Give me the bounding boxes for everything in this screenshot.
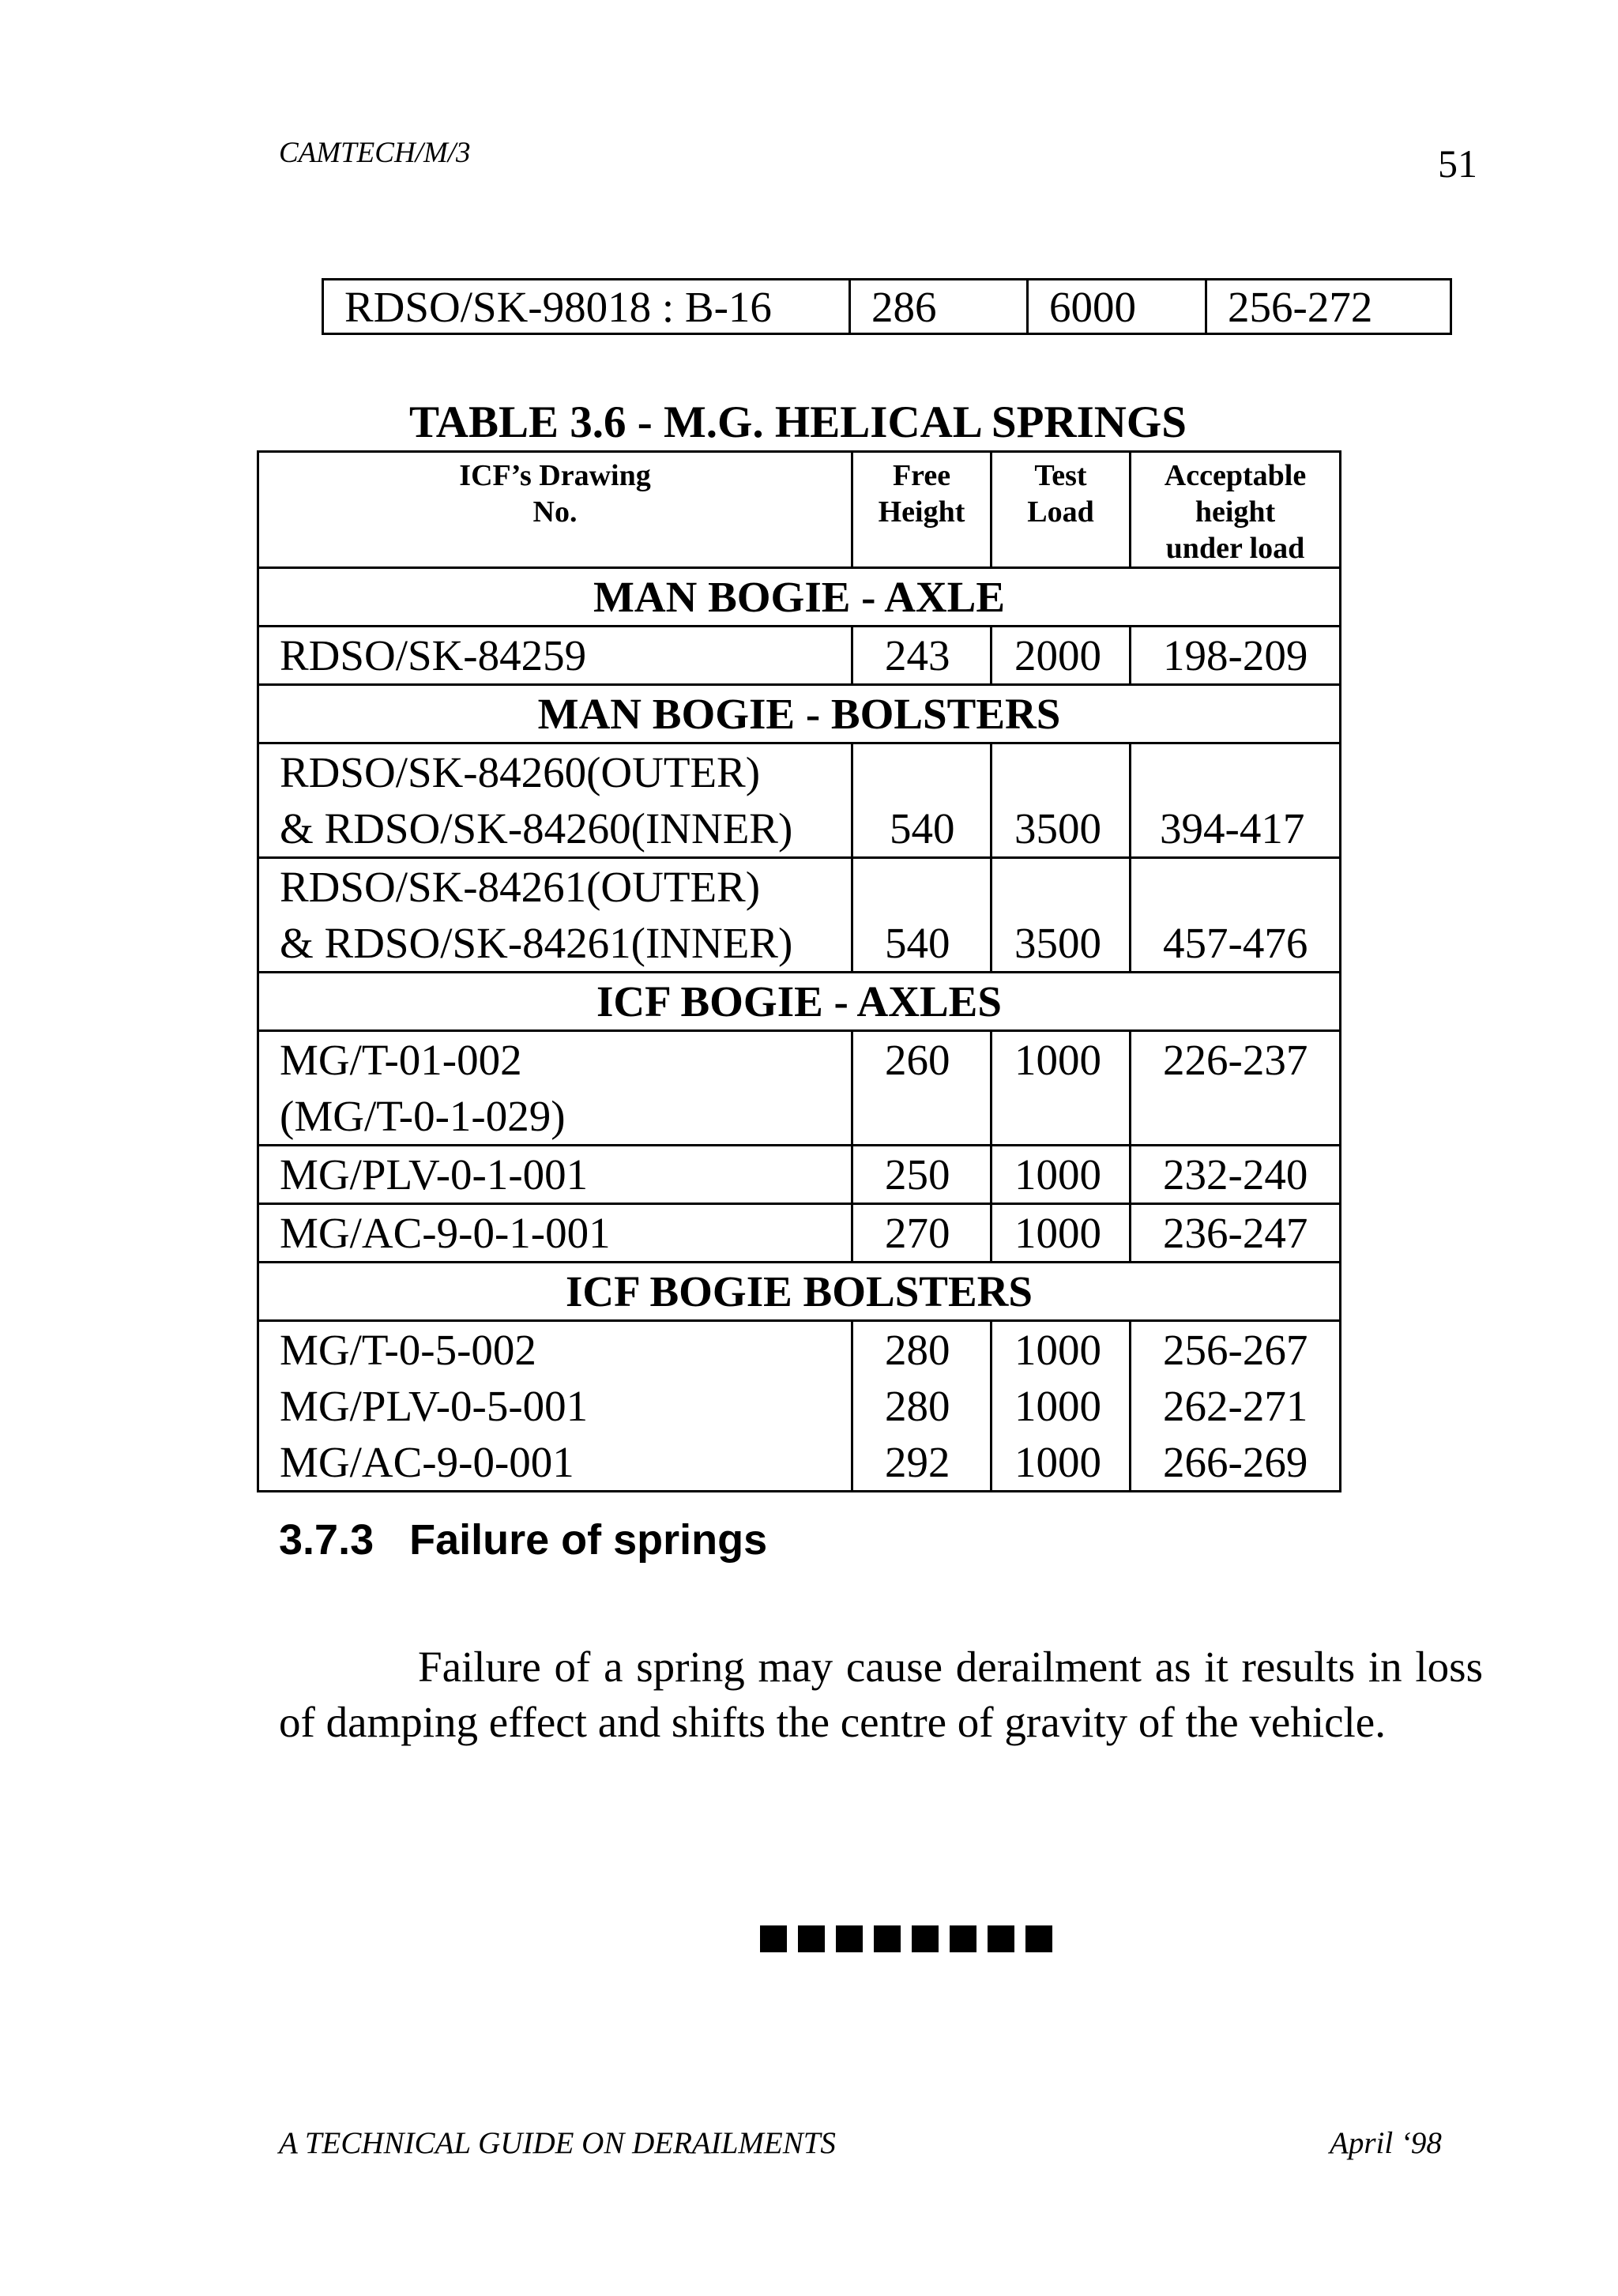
body-paragraph: Failure of a spring may cause derailment as it results in loss of damping effect and shifts the centre of gravity of the vehicle. xyxy=(279,1643,1483,1746)
square-bullet xyxy=(798,1925,825,1952)
drawing-cell: RDSO/SK-84261(OUTER) & RDSO/SK-84261(INNER) xyxy=(258,858,852,973)
section-row xyxy=(258,685,1341,743)
footer-title: A TECHNICAL GUIDE ON DERAILMENTS xyxy=(279,2126,836,2160)
test-load-cell: 3500 xyxy=(991,743,1131,858)
section-heading: ICF BOGIE BOLSTERS xyxy=(258,1263,1341,1321)
table-cell: 6000 xyxy=(1028,280,1206,334)
free-height-cell: 270 xyxy=(852,1204,991,1263)
table-cell: 286 xyxy=(850,280,1028,334)
column-header-test-load: Test Load xyxy=(991,452,1131,568)
acceptable-height-cell: 457-476 xyxy=(1131,858,1341,973)
end-of-section-marker xyxy=(760,1925,1052,1952)
table-row xyxy=(258,1321,1341,1492)
page-number: 51 xyxy=(1438,141,1477,186)
table-row xyxy=(258,1031,1341,1146)
document-code: CAMTECH/M/3 xyxy=(279,137,471,169)
acceptable-height-cell: 256-267 262-271 266-269 xyxy=(1131,1321,1341,1492)
test-load-cell: 1000 1000 1000 xyxy=(991,1321,1131,1492)
acceptable-height-cell: 198-209 xyxy=(1131,627,1341,685)
section-heading: MAN BOGIE - AXLE xyxy=(258,568,1341,627)
continued-table-row xyxy=(322,278,1452,335)
test-load-cell: 2000 xyxy=(991,627,1131,685)
free-height-cell: 250 xyxy=(852,1146,991,1204)
section-row xyxy=(258,973,1341,1031)
table-cell: RDSO/SK-98018 : B-16 xyxy=(323,280,850,334)
table-cell: 256-272 xyxy=(1206,280,1451,334)
drawing-cell: MG/AC-9-0-1-001 xyxy=(258,1204,852,1263)
column-header-free-height: Free Height xyxy=(852,452,991,568)
table-row xyxy=(258,1146,1341,1204)
drawing-cell: MG/PLV-0-1-001 xyxy=(258,1146,852,1204)
free-height-cell: 280 280 292 xyxy=(852,1321,991,1492)
helical-springs-table xyxy=(257,450,1341,1492)
section-row xyxy=(258,568,1341,627)
free-height-cell: 243 xyxy=(852,627,991,685)
acceptable-height-cell: 394-417 xyxy=(1131,743,1341,858)
table-row xyxy=(258,627,1341,685)
test-load-cell: 1000 xyxy=(991,1146,1131,1204)
section-heading: ICF BOGIE - AXLES xyxy=(258,973,1341,1031)
free-height-cell: 260 xyxy=(852,1031,991,1146)
column-header-acceptable-height: Acceptable height under load xyxy=(1131,452,1341,568)
column-header-drawing: ICF’s Drawing No. xyxy=(258,452,852,568)
square-bullet xyxy=(760,1925,787,1952)
table-row xyxy=(258,743,1341,858)
square-bullet xyxy=(988,1925,1014,1952)
acceptable-height-cell: 226-237 xyxy=(1131,1031,1341,1146)
square-bullet xyxy=(912,1925,939,1952)
section-row xyxy=(258,1263,1341,1321)
table-title: TABLE 3.6 - M.G. HELICAL SPRINGS xyxy=(409,397,1187,447)
drawing-cell: RDSO/SK-84260(OUTER) & RDSO/SK-84260(INNER) xyxy=(258,743,852,858)
free-height-cell: 540 xyxy=(852,743,991,858)
test-load-cell: 1000 xyxy=(991,1031,1131,1146)
table-row xyxy=(323,280,1451,334)
acceptable-height-cell: 236-247 xyxy=(1131,1204,1341,1263)
table-row xyxy=(258,858,1341,973)
section-heading: MAN BOGIE - BOLSTERS xyxy=(258,685,1341,743)
table-row xyxy=(258,1204,1341,1263)
test-load-cell: 3500 xyxy=(991,858,1131,973)
square-bullet xyxy=(836,1925,863,1952)
drawing-cell: RDSO/SK-84259 xyxy=(258,627,852,685)
table-header-row xyxy=(258,452,1341,568)
square-bullet xyxy=(950,1925,976,1952)
test-load-cell: 1000 xyxy=(991,1204,1131,1263)
footer-date: April ‘98 xyxy=(1330,2126,1442,2160)
drawing-cell: MG/T-01-002 (MG/T-0-1-029) xyxy=(258,1031,852,1146)
drawing-cell: MG/T-0-5-002 MG/PLV-0-5-001 MG/AC-9-0-001 xyxy=(258,1321,852,1492)
square-bullet xyxy=(874,1925,901,1952)
acceptable-height-cell: 232-240 xyxy=(1131,1146,1341,1204)
square-bullet xyxy=(1025,1925,1052,1952)
section-heading-failure-of-springs: 3.7.3 Failure of springs xyxy=(279,1516,768,1564)
free-height-cell: 540 xyxy=(852,858,991,973)
